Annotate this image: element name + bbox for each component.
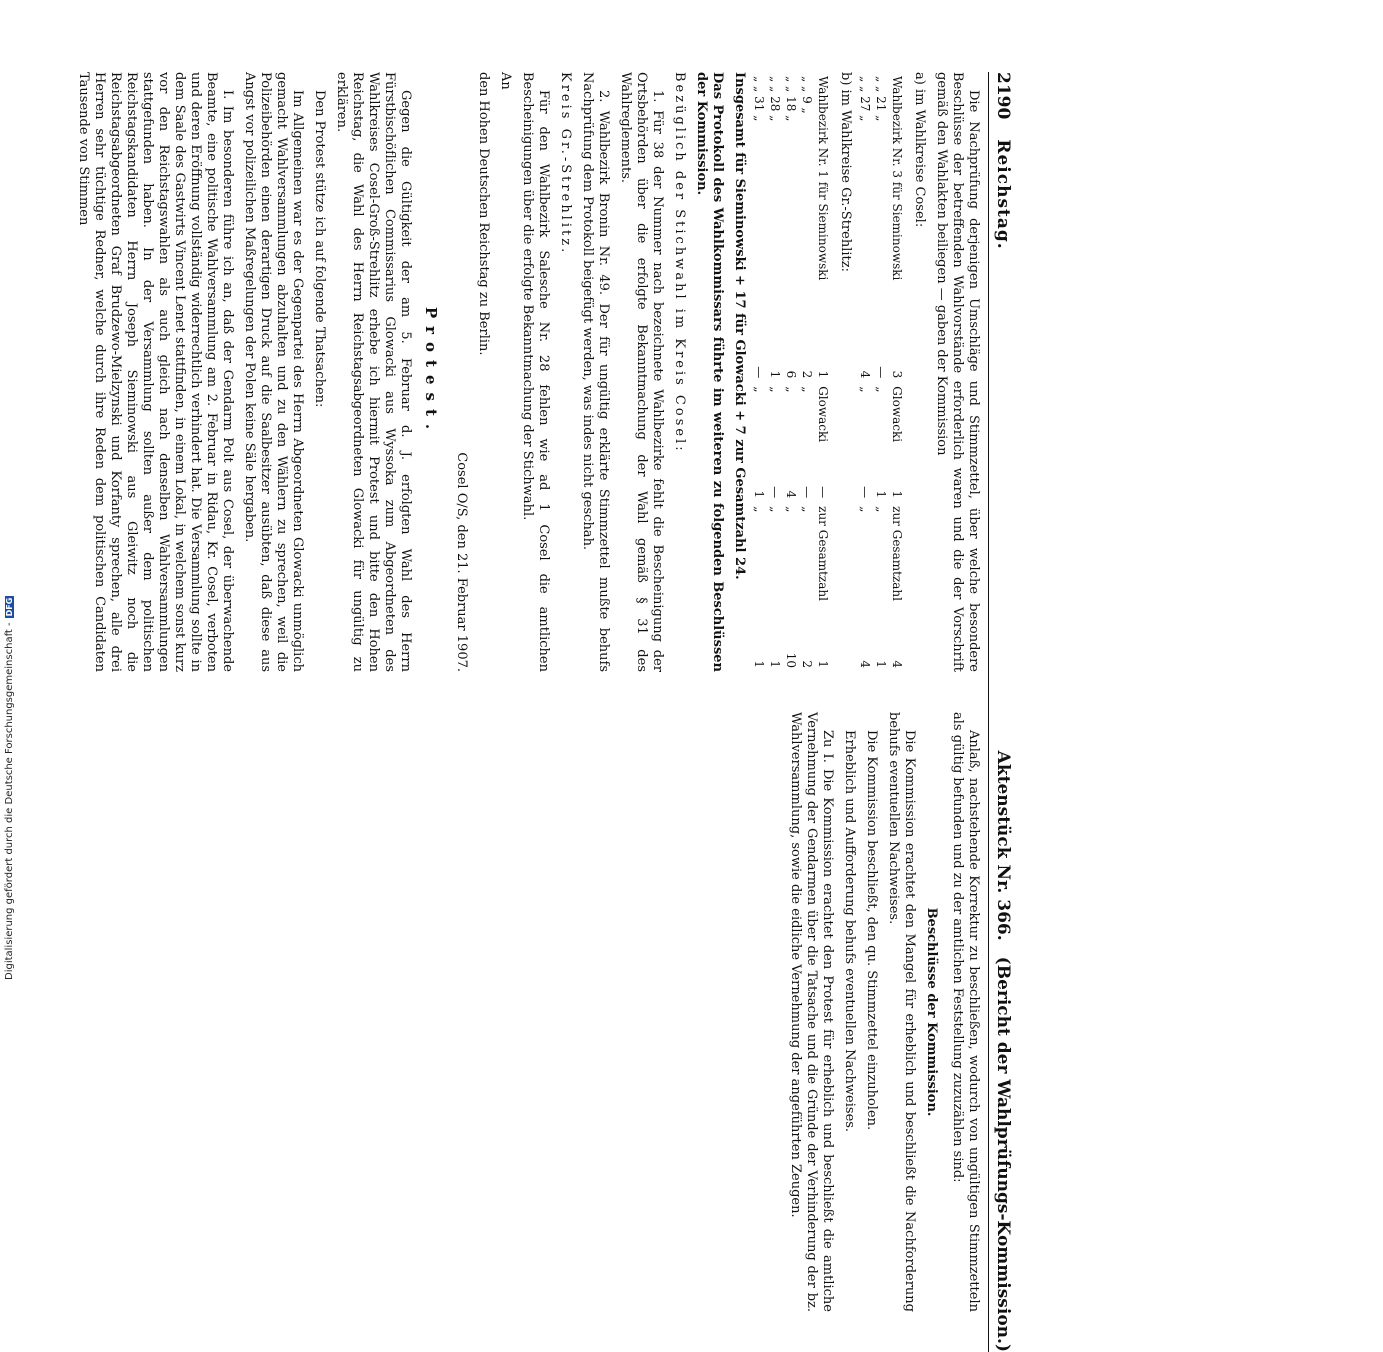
glowacki-label: Glowacki [816,386,830,443]
total-label: zur Gesamtzahl [816,506,830,601]
glowacki-label: „ [784,386,798,393]
tally-row [857,72,873,672]
glowacki-count: — [768,486,782,499]
page-header [991,72,1015,1352]
district: „ „ 9 „ [800,76,814,114]
resolution-4: Zu I. Die Kommission erachtet den Protest für erheblich und beschließt die amtliche Vernehmung der Gendarmen über die Tatsache und die Gründe der Verhinderung der bz. Wahlversammlung, sowie die eidliche Vernehmung der angeführten Zeugen. [788,712,835,1312]
right-intro: Anlaß, nachstehende Korrektur zu beschließen, wodurch von ungültigen Stimmzetteln als gültig befunden und zu der amtlichen Feststellung zuzuzählen sind: [950,712,981,1312]
sieminowski-count: 1 [768,370,782,379]
total-label: „ [768,506,782,513]
stichwahl-heading: Bezüglich der Stichwahl im Kreis Cosel: [672,72,687,454]
subsection-b: b) im Wahlkreise Gr.-Strehlitz: [838,72,853,272]
total-line: Insgesamt für Sieminowski + 17 für Glowacki + 7 zur Gesamtzahl 24. [732,72,747,580]
tally-row [751,72,767,672]
glowacki-count: — [858,486,872,499]
intro-paragraph: Die Nachprüfung derjenigen Umschläge und Stimmzettel, über welche besondere Beschlüsse der betreffenden Wahlvorstände erforderlich waren und die der Vorschrift gemäß den Wahlakten beiliegen — gaben der Kommission [934,72,981,672]
sieminowski-count: 4 [858,370,872,379]
glowacki-count: 4 [784,490,798,499]
total-count: 1 [816,660,830,668]
dfg-logo: DFG [4,597,14,617]
sieminowski-count: 3 [890,370,904,379]
tally-row [815,72,831,672]
sieminowski-count: 6 [784,370,798,379]
district: „ „ 28 „ [768,76,782,122]
left-column [69,72,981,672]
resolution-3: Erheblich und Aufforderung behufs eventuellen Nachweises. [842,730,857,1133]
addressee-line-1: An [498,72,513,90]
sieminowski-count: — [874,366,888,379]
protest-title: Protest. [422,306,440,438]
district: „ „ 21 „ [874,76,888,122]
digitization-credit [2,597,16,980]
glowacki-count: — [800,486,814,499]
tally-row [783,72,799,672]
total-label: „ [800,506,814,513]
resolution-2: Die Kommission beschließt, den qu. Stimmzettel einzuholen. [864,730,879,1131]
header-title: Reichstag. [993,139,1013,250]
point-1: 1. Für 38 der Nummer nach bezeichnete Wahlbezirke fehlt die Bescheinigung der Ortsbehörden über die erfolgte Bekanntmachung der Wahl gemäß § 31 des Wahlreglements. [618,72,665,672]
glowacki-count: — [816,486,830,499]
sieminowski-count: 1 [816,370,830,379]
glowacki-label: Glowacki [890,386,904,443]
page-number: 2190 [993,72,1013,120]
point-2: 2. Wahlbezirk Bronin Nr. 49. Der für ungültig erklärte Stimmzettel mußte behufs Nachprüfung dem Protokoll beigefügt werden, was indes nicht geschah. [580,72,611,672]
sieminowski-count: — [752,366,766,379]
protest-paragraph-1: Gegen die Gültigkeit der am 5. Februar d. J. erfolgten Wahl des Herrn Fürstbischöflichen Commissarius Glowacki aus Wyssoka zum Abgeordneten des Wahlkreises Cosel-Groß-Strehlitz erhebe ich hiermit Protest und bitte den Hohen Reichstag, die Wahl des Herrn Reichstagsabgeordneten Glowacki für ungültig zu erklären. [334,72,413,672]
total-count: 4 [858,660,872,668]
glowacki-label: „ [752,386,766,393]
protest-paragraph-3: Im Allgemeinen war es der Gegenpartei des Herrn Abgeordneten Glowacki unmöglich gemacht Wahlversammlungen abzuhalten und zu den Wählern zu sprechen, weil die Polizeibehörden einen derartigen Druck auf die Saalbesitzer ausübten, daß diese aus Angst vor polizeilichen Maßregelungen der Polen keine Säle hergaben. [242,72,305,672]
header-document: Aktenstück Nr. 366. [993,750,1013,941]
protest-paragraph-2: Den Protest stütze ich auf folgende Thatsachen: [312,90,327,408]
district: „ „ 27 „ [858,76,872,122]
beschluesse-heading: Beschlüsse der Kommission. [924,907,939,1117]
resolution-1: Die Kommission erachtet den Mangel für erheblich und beschließt die Nachforderung behufs eventuellen Nachweises. [886,712,917,1312]
total-count: 4 [890,660,904,668]
district: Wahlbezirk Nr. 1 für Sieminowski [816,76,830,281]
total-label: zur Gesamtzahl [890,506,904,601]
glowacki-count: 1 [752,490,766,499]
subsection-a: a) im Wahlkreise Cosel: [912,72,927,228]
protocol-line: Das Protokoll des Wahlkommissars führte im weiteren zu folgenden Beschlüssen der Kommission. [694,72,725,672]
kreis-heading: Kreis Gr.-Strehlitz. [558,72,573,256]
glowacki-label: „ [800,386,814,393]
glowacki-count: 1 [874,490,888,499]
total-count: 1 [768,660,782,668]
tally-row [873,72,889,672]
credit-text: Digitalisierung gefördert durch die Deutsche Forschungsgemeinschaft - [3,622,15,980]
district: „ „ 31 „ [752,76,766,122]
total-count: 10 [784,652,798,668]
tally-table-b [751,72,831,672]
header-rule [988,72,989,1352]
total-count: 1 [874,660,888,668]
tally-table-a [857,72,905,672]
addressee-line-2: den Hohen Deutschen Reichstag zu Berlin. [476,72,491,356]
sieminowski-count: 2 [800,370,814,379]
tally-row [767,72,783,672]
glowacki-label: „ [768,386,782,393]
protest-paragraph-4: I. Im besonderen führe ich an, daß der Gendarm Polt aus Cosel, der überwachende Beamte, eine politische Wahlversammlung am 2. Februar in Ridau, Kr. Cosel, verboten und deren Eröffnung vollständig widerrechtlich verhindert hat. Die Versammlung sollte in dem Saale des Gastwirts Vincent Lenet stattfinden, in einem Lokal, in welchem sonst kurz vor den Reichstagswahlen als auch gleich nach denselben Wahlversammlungen stattgefunden haben. In der Versammlung sollten außer dem politischen Reichstagskandidaten Herrn Joseph Sieminowski aus Gleiwitz noch die Reichstagsabgeordneten Graf Brudzewo-Mielzynski und Korfanty sprechen, alle drei Herren sehr tüchtige Redner, welche durch ihre Reden dem politischen Candidaten Tausende von Stimmen [76,72,235,672]
tally-row [799,72,815,672]
glowacki-label: „ [858,386,872,393]
total-count: 1 [752,660,766,668]
point-3: Für den Wahlbezirk Salesche Nr. 28 fehlen wie ad 1 Cosel die amtlichen Bescheinigungen über die erfolgte Bekanntmachung der Stichwahl. [520,72,551,672]
total-label: „ [874,506,888,513]
glowacki-label: „ [874,386,888,393]
total-label: „ [784,506,798,513]
document-page [0,72,1015,1352]
total-label: „ [858,506,872,513]
tally-row [889,72,905,672]
total-count: 2 [800,660,814,668]
district: Wahlbezirk Nr. 3 für Sieminowski [890,76,904,281]
total-label: „ [752,506,766,513]
right-column [781,712,981,1312]
place-date: Cosel O/S, den 21. Februar 1907. [454,452,469,672]
header-subject: (Bericht der Wahlprüfungs-Kommission.) [993,956,1013,1352]
district: „ „ 18 „ [784,76,798,122]
glowacki-count: 1 [890,490,904,499]
